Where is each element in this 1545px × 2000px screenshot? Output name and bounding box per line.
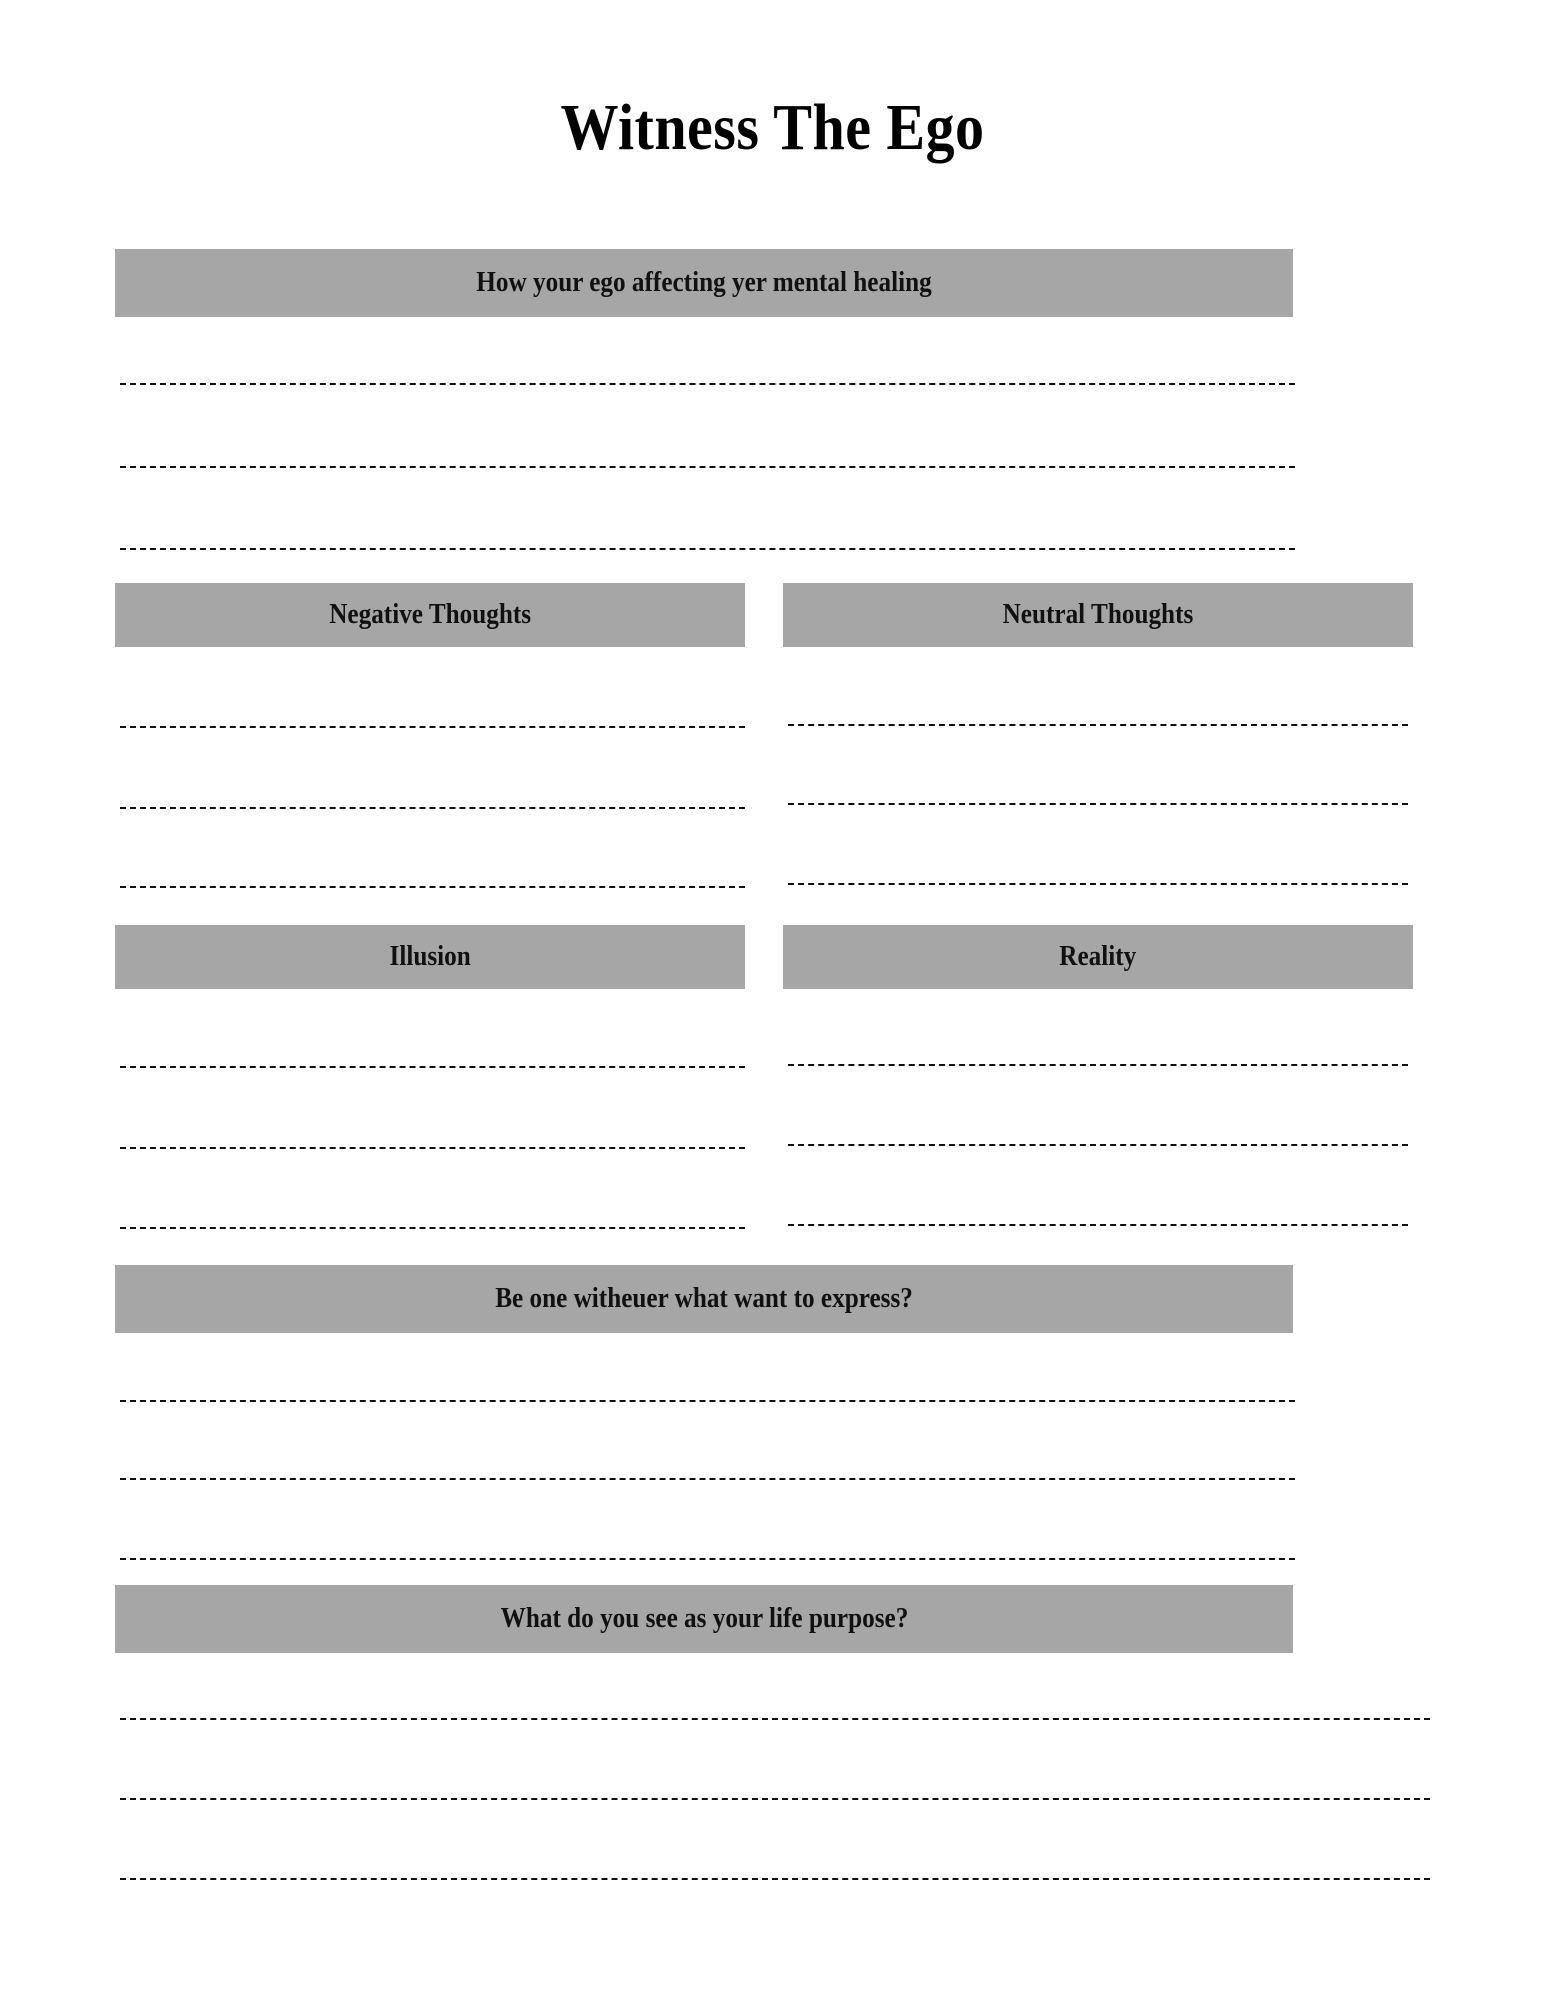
- section-header-reality: [783, 925, 1413, 989]
- section-header-life-purpose-label: What do you see as your life purpose?: [500, 1603, 908, 1634]
- write-line-express-2[interactable]: [120, 1478, 1295, 1480]
- write-line-ego-healing-1[interactable]: [120, 383, 1295, 385]
- write-line-life-purpose-2[interactable]: [120, 1798, 1430, 1800]
- write-line-neutral-thoughts-2[interactable]: [788, 803, 1408, 805]
- write-line-ego-healing-3[interactable]: [120, 548, 1295, 550]
- section-header-neutral-thoughts-label: Neutral Thoughts: [1002, 599, 1194, 630]
- section-header-illusion: [115, 925, 745, 989]
- section-header-illusion-label: Illusion: [389, 941, 471, 972]
- section-header-negative-thoughts: [115, 583, 745, 647]
- section-header-negative-thoughts-label: Negative Thoughts: [329, 599, 531, 630]
- write-line-illusion-2[interactable]: [120, 1147, 745, 1149]
- section-header-ego-healing: [115, 249, 1293, 317]
- write-line-reality-3[interactable]: [788, 1224, 1408, 1226]
- section-header-ego-healing-label: How your ego affecting yer mental healing: [476, 267, 932, 298]
- write-line-illusion-1[interactable]: [120, 1066, 745, 1068]
- write-line-negative-thoughts-2[interactable]: [120, 807, 745, 809]
- section-header-express-label: Be one witheuer what want to express?: [495, 1283, 913, 1314]
- write-line-reality-2[interactable]: [788, 1144, 1408, 1146]
- write-line-negative-thoughts-1[interactable]: [120, 726, 745, 728]
- write-line-life-purpose-1[interactable]: [120, 1718, 1430, 1720]
- page-title: Witness The Ego: [560, 91, 985, 164]
- write-line-express-1[interactable]: [120, 1400, 1295, 1402]
- write-line-express-3[interactable]: [120, 1558, 1295, 1560]
- write-line-neutral-thoughts-1[interactable]: [788, 724, 1408, 726]
- section-header-neutral-thoughts: [783, 583, 1413, 647]
- write-line-life-purpose-3[interactable]: [120, 1878, 1430, 1880]
- write-line-neutral-thoughts-3[interactable]: [788, 883, 1408, 885]
- section-header-life-purpose: [115, 1585, 1293, 1653]
- write-line-illusion-3[interactable]: [120, 1227, 745, 1229]
- write-line-reality-1[interactable]: [788, 1064, 1408, 1066]
- section-header-reality-label: Reality: [1059, 941, 1137, 972]
- write-line-ego-healing-2[interactable]: [120, 466, 1295, 468]
- section-header-express: [115, 1265, 1293, 1333]
- write-line-negative-thoughts-3[interactable]: [120, 886, 745, 888]
